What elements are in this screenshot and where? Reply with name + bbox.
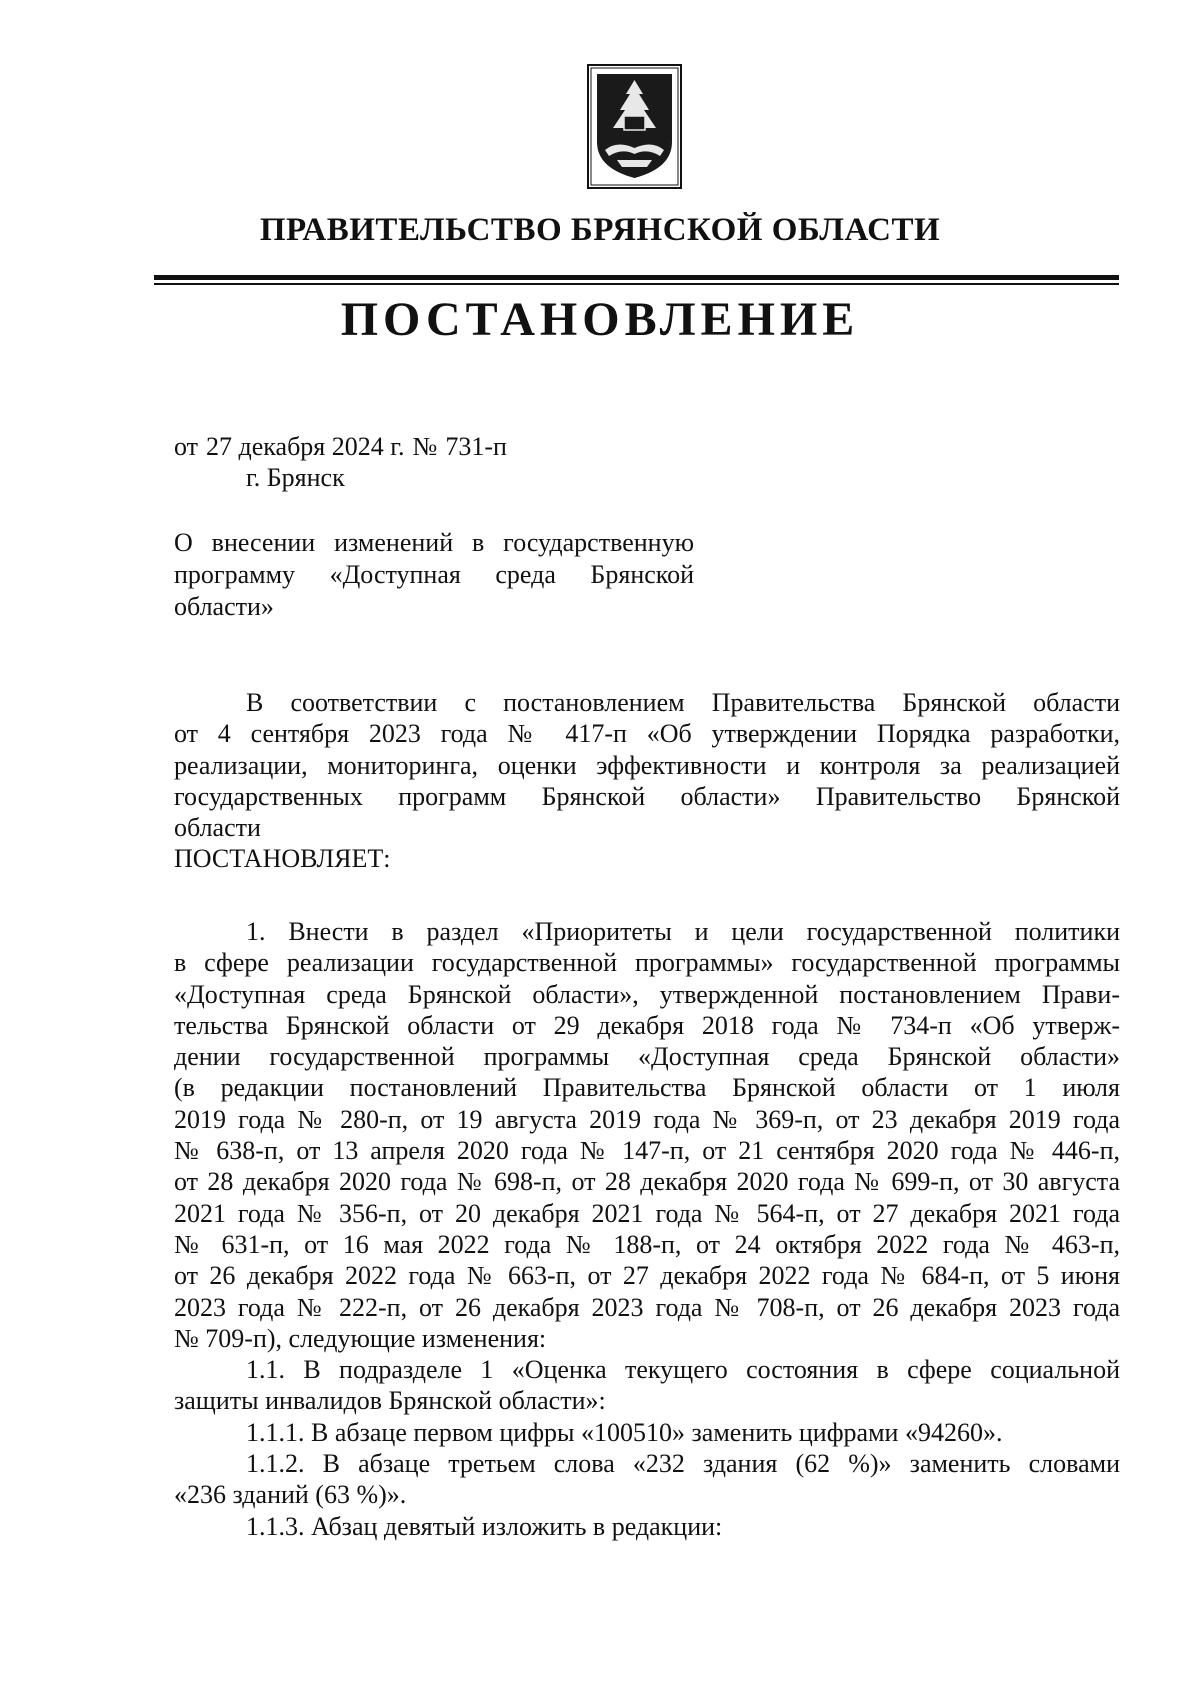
body-line: «Доступная среда Брянской области», утвержденной постановлением Прави- — [174, 979, 1120, 1009]
body-line: 1.1.2. В абзаце третьем слова «232 здания (62 %)» заменить словами — [246, 1449, 1120, 1479]
preamble-paragraph — [174, 687, 1120, 875]
body-line: реализации, мониторинга, оценки эффективности и контроля за реализацией — [174, 750, 1120, 780]
document-number: 731-п — [445, 432, 507, 461]
document-subject — [174, 527, 694, 623]
subject-line: О внесении изменений в государственную — [174, 528, 694, 557]
body-line: № 709-п), следующие изменения: — [174, 1323, 547, 1353]
body-line: 2021 года № 356-п, от 20 декабря 2021 года № 564-п, от 27 декабря 2021 года — [174, 1198, 1120, 1228]
body-line: В соответствии с постановлением Правительства Брянской области — [246, 688, 1120, 717]
document-date: 27 декабря 2024 г. — [206, 432, 405, 461]
body-line: тельства Брянской области от 29 декабря 2018 года № 734-п «Об утверж- — [174, 1010, 1120, 1040]
body-line: в сфере реализации государственной программы» государственной программы — [174, 948, 1120, 978]
body-line: от 4 сентября 2023 года № 417-п «Об утверждении Порядка разработки, — [174, 719, 1120, 749]
number-sign: № — [412, 432, 438, 461]
body-line: 1.1.1. В абзаце первом цифры «100510» заменить цифрами «94260». — [246, 1417, 1003, 1447]
body-line: № 631-п, от 16 мая 2022 года № 188-п, от 24 октября 2022 года № 463-п, — [174, 1229, 1120, 1259]
subject-line: области» — [174, 592, 274, 621]
body-line: 2019 года № 280-п, от 19 августа 2019 года № 369-п, от 23 декабря 2019 года — [174, 1104, 1120, 1134]
body-line: от 28 декабря 2020 года № 698-п, от 28 декабря 2020 года № 699-п, от 30 августа — [174, 1167, 1120, 1197]
body-line: «236 зданий (63 %)». — [174, 1480, 407, 1510]
document-type-title: ПОСТАНОВЛЕНИЕ — [340, 293, 860, 346]
body-line: 2023 года № 222-п, от 26 декабря 2023 года № 708-п, от 26 декабря 2023 года — [174, 1292, 1120, 1322]
document-date-number — [174, 431, 507, 463]
bryansk-coat-of-arms-icon — [587, 64, 682, 189]
document-city: г. Брянск — [246, 463, 345, 492]
subject-line: программу «Доступная среда Брянской — [174, 560, 694, 589]
items-section — [174, 916, 1120, 1542]
body-line: 1. Внести в раздел «Приоритеты и цели государственной политики — [246, 917, 1120, 946]
body-line: государственных программ Брянской области» Правительство Брянской — [174, 781, 1120, 811]
body-line: 1.1. В подразделе 1 «Оценка текущего состояния в сфере социальной — [246, 1355, 1120, 1385]
body-line: 1.1.3. Абзац девятый изложить в редакции: — [246, 1511, 723, 1541]
body-line: дении государственной программы «Доступная среда Брянской области» — [174, 1042, 1120, 1072]
resolves-keyword: ПОСТАНОВЛЯЕТ: — [174, 844, 391, 874]
organization-title: ПРАВИТЕЛЬСТВО БРЯНСКОЙ ОБЛАСТИ — [259, 212, 941, 248]
body-line: области — [174, 813, 261, 843]
date-prefix: от — [174, 432, 199, 461]
header-rule-thin — [154, 283, 1119, 285]
body-line: № 638-п, от 13 апреля 2020 года № 147-п, от 21 сентября 2020 года № 446-п, — [174, 1136, 1120, 1166]
body-line: (в редакции постановлений Правительства Брянской области от 1 июля — [174, 1073, 1120, 1103]
header-rule-thick — [154, 275, 1119, 280]
body-line: защиты инвалидов Брянской области»: — [174, 1386, 606, 1416]
body-line: от 26 декабря 2022 года № 663-п, от 27 декабря 2022 года № 684-п, от 5 июня — [174, 1261, 1120, 1291]
